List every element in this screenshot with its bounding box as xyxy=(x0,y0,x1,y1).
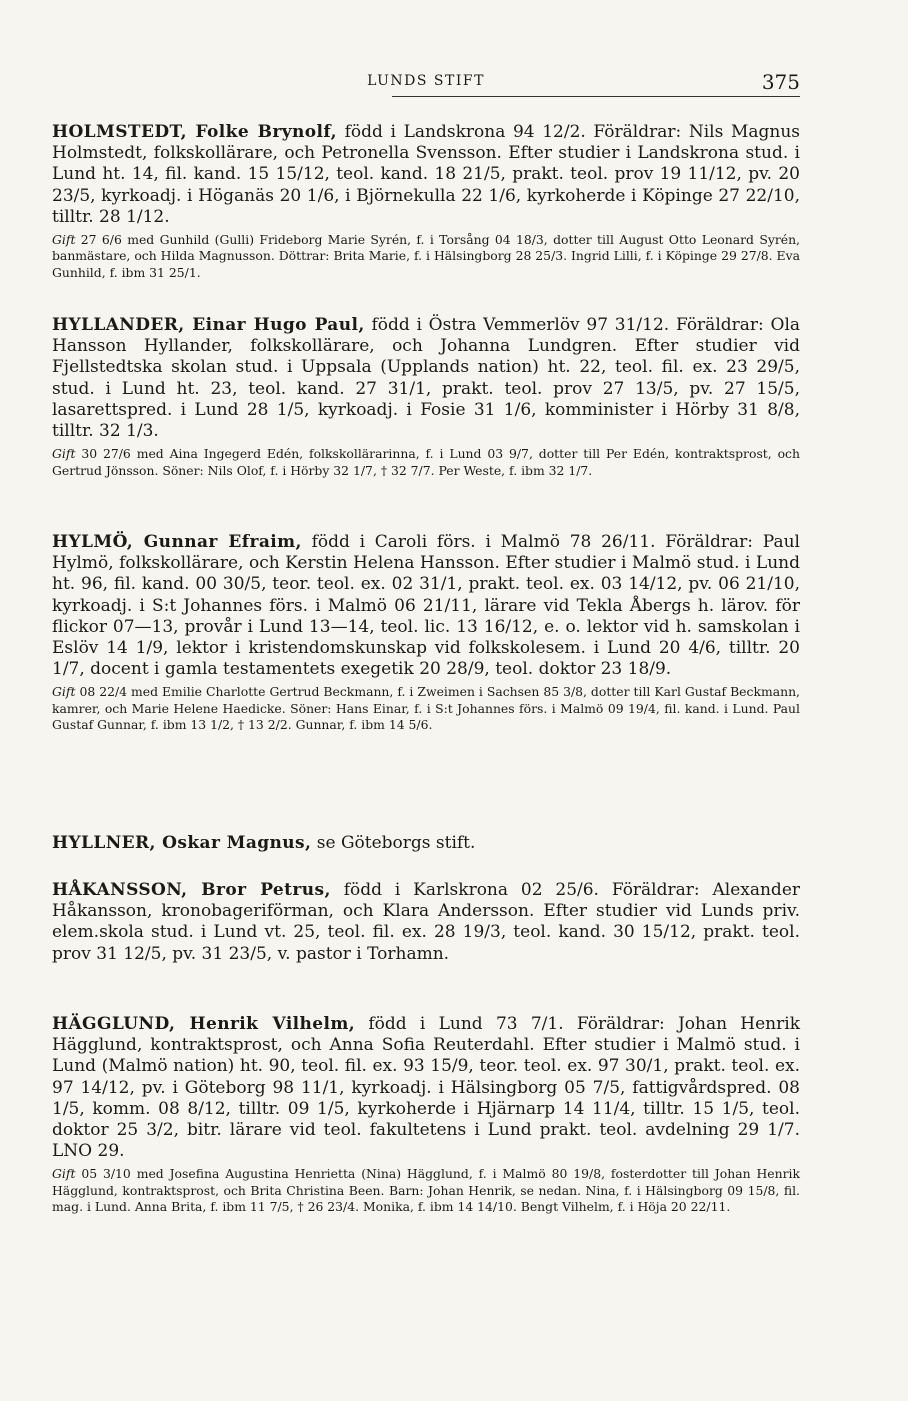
entry-body xyxy=(52,880,800,965)
entry-body xyxy=(52,1014,800,1162)
entry-text: född i Karlskrona 02 25/6. Föräldrar: Alexander Håkansson, kronobageriförman, och Klara Andersson. Efter studier vid Lunds priv. elem.skola stud. i Lund vt. 25, teol. fil. ex. 28 19/3, teol. kand. 30 15/12, prakt. teol. prov 31 12/5, pv. 31 23/5, v. pastor i Torhamn. xyxy=(52,880,801,964)
page-header xyxy=(52,66,800,96)
entry-hyllander xyxy=(52,315,800,479)
note-lead: Gift xyxy=(52,1166,76,1182)
running-title: LUNDS STIFT xyxy=(367,73,485,89)
entry-body xyxy=(52,532,800,680)
entry-text: född i Lund 73 7/1. Föräldrar: Johan Henrik Hägglund, kontraktsprost, och Anna Sofia Reuterdahl. Efter studier i Malmö stud. i Lund (Malmö nation) ht. 90, teol. fil. ex. 93 15/9, teor. teol. ex. 97 30/1, prakt. teol. ex. 97 14/12, pv. i Göteborg 98 11/1, kyrkoadj. i Hälsingborg 05 7/5, fattigvårdspred. 08 1/5, komm. 08 8/12, tilltr. 09 1/5, kyrkoherde i Hjärnarp 14 11/4, tilltr. 15 1/5, teol. doktor 25 3/2, bitr. lärare vid teol. fakultetens i Lund prakt. teol. avdelning 29 1/7. LNO 29. xyxy=(52,1014,800,1162)
entry-family-note xyxy=(52,1166,800,1215)
entry-name: HYLLNER, Oskar Magnus, xyxy=(52,833,312,853)
entry-body xyxy=(52,315,800,442)
entry-family-note xyxy=(52,684,800,733)
entry-holmstedt xyxy=(52,122,800,281)
entry-name: HYLLANDER, Einar Hugo Paul, xyxy=(52,315,365,335)
entry-body xyxy=(52,833,800,853)
page-number: 375 xyxy=(761,70,800,94)
entry-family-note xyxy=(52,232,800,281)
entry-name: HÄGGLUND, Henrik Vilhelm, xyxy=(52,1014,356,1034)
note-lead: Gift xyxy=(52,446,76,462)
entry-text: född i Landskrona 94 12/2. Föräldrar: Nils Magnus Holmstedt, folkskollärare, och Petronella Svensson. Efter studier i Landskrona stud. i Lund ht. 14, fil. kand. 15 15/12, teol. kand. 18 21/5, prakt. teol. prov 19 11/12, pv. 20 23/5, kyrkoadj. i Höganäs 20 1/6, i Björnekulla 22 1/6, kyrkoherde i Köpinge 27 22/10, tilltr. 28 1/12. xyxy=(52,122,801,227)
header-rule xyxy=(392,96,800,97)
note-text: 05 3/10 med Josefina Augustina Henrietta (Nina) Hägglund, f. i Malmö 80 19/8, fosterdotter till Johan Henrik Hägglund, kontraktsprost, och Brita Christina Been. Barn: Johan Henrik, se nedan. Nina, f. i Hälsingborg 09 15/8, fil. mag. i Lund. Anna Brita, f. ibm 11 7/5, † 26 23/4. Monika, f. ibm 14 14/10. Bengt Vilhelm, f. i Höja 20 22/11. xyxy=(52,1166,800,1215)
entry-family-note xyxy=(52,446,800,479)
note-text: 27 6/6 med Gunhild (Gulli) Frideborg Marie Syrén, f. i Torsång 04 18/3, dotter till August Otto Leonard Syrén, banmästare, och Hilda Magnusson. Döttrar: Brita Marie, f. i Hälsingborg 28 25/3. Ingrid Lilli, f. i Köpinge 29 27/8. Eva Gunhild, f. ibm 31 25/1. xyxy=(52,232,800,280)
entry-name: HÅKANSSON, Bror Petrus, xyxy=(52,880,331,900)
note-lead: Gift xyxy=(52,684,76,700)
entry-text: se Göteborgs stift. xyxy=(316,833,476,853)
entry-body xyxy=(52,122,800,228)
entry-hylmo xyxy=(52,532,800,734)
entry-name: HYLMÖ, Gunnar Efraim, xyxy=(52,532,302,552)
entry-hakansson xyxy=(52,880,800,965)
entry-text: född i Caroli förs. i Malmö 78 26/11. Föräldrar: Paul Hylmö, folkskollärare, och Kerstin Helena Hansson. Efter studier i Malmö stud. i Lund ht. 96, fil. kand. 00 30/5, teor. teol. ex. 02 31/1, prakt. teol. ex. 03 14/12, pv. 06 21/10, kyrkoadj. i S:t Johannes förs. i Malmö 06 21/11, lärare vid Tekla Åbergs h. lärov. för flickor 07—13, provår i Lund 13—14, teol. lic. 13 16/12, e. o. lektor vid h. samskolan i Eslöv 14 1/9, lektor i kristendomskunskap vid folkskolesem. i Lund 20 4/6, tilltr. 20 1/7, docent i gamla testamentets exegetik 20 28/9, teol. doktor 23 18/9. xyxy=(52,532,800,680)
entry-hagglund xyxy=(52,1014,800,1216)
entry-hyllner xyxy=(52,833,800,853)
entry-name: HOLMSTEDT, Folke Brynolf, xyxy=(52,122,337,142)
note-text: 30 27/6 med Aina Ingegerd Edén, folkskollärarinna, f. i Lund 03 9/7, dotter till Per Edén, kontraktsprost, och Gertrud Jönsson. Söner: Nils Olof, f. i Hörby 32 1/7, † 32 7/7. Per Weste, f. ibm 32 1/7. xyxy=(52,446,800,478)
entry-text: född i Östra Vemmerlöv 97 31/12. Föräldrar: Ola Hansson Hyllander, folkskollärare, och Johanna Lundgren. Efter studier vid Fjellstedtska skolan stud. i Uppsala (Upplands nation) ht. 22, teol. fil. ex. 23 29/5, stud. i Lund ht. 23, teol. kand. 27 31/1, prakt. teol. prov 27 13/5, pv. 27 15/5, lasarettspred. i Lund 28 1/5, kyrkoadj. i Fosie 31 1/6, komminister i Hörby 31 8/8, tilltr. 32 1/3. xyxy=(52,315,801,442)
note-text: 08 22/4 med Emilie Charlotte Gertrud Beckmann, f. i Zweimen i Sachsen 85 3/8, dotter till Karl Gustaf Beckmann, kamrer, och Marie Helene Haedicke. Söner: Hans Einar, f. i S:t Johannes förs. i Malmö 09 19/4, fil. kand. i Lund. Paul Gustaf Gunnar, f. ibm 13 1/2, † 13 2/2. Gunnar, f. ibm 14 5/6. xyxy=(52,684,800,733)
note-lead: Gift xyxy=(52,232,76,248)
